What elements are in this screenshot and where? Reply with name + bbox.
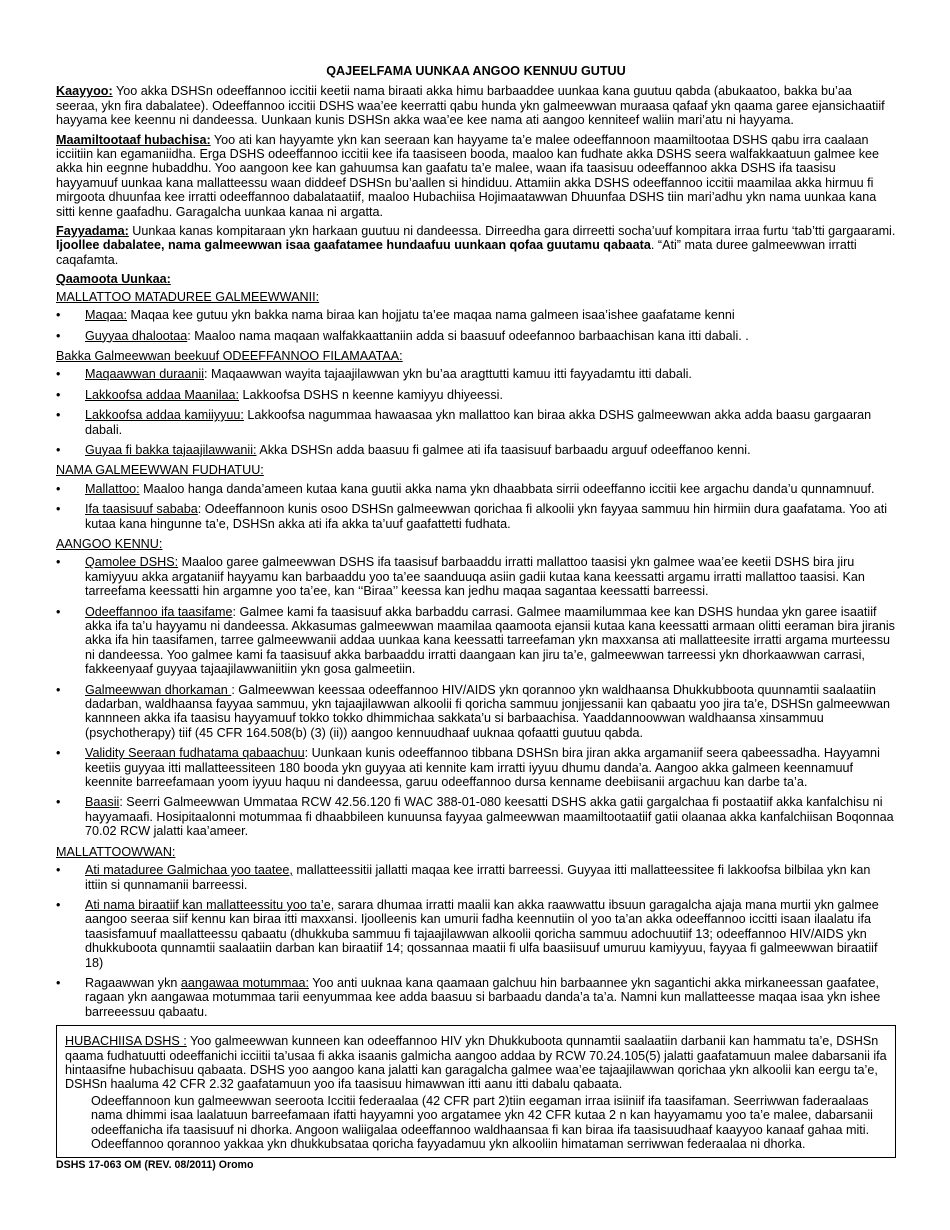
section-list [56,482,896,531]
list-item [56,976,896,1019]
list-item [56,388,896,402]
kaayyoo-text: Yoo akka DSHSn odeeffannoo iccitii keetii nama biraati akka himu barbaaddee uunkaa kana guutuu qabda (abukaatoo, bakka bu’aa seeraa, ykn fira dabalatee). Odeeffannoo iccitii DSHS waa’ee keerratti qabu hunda ykn galmeewwan muraasa qafaaf ykn qaama garee ejansichaatiif hayyama kee keennu ni dandeessa. Uunkaan kunis DSHSn akka waa’ee kee nama ati aangoo kenniteef waliin mari’atu ni hayyama. [56,84,885,128]
form-footer: DSHS 17-063 OM (REV. 08/2011) Oromo [56,1159,254,1171]
item-label: Validity Seeraan fudhatama qabaachuu [85,746,305,761]
item-text: : Maqaawwan wayita tajaajilawwan ykn bu’aa aragttutti kamuu itti fayyadamtu itti dabali. [204,367,692,382]
item-text: : Uunkaan kunis odeeffannoo tibbana DSHSn bira jiran akka argamaniif seera qabeessadha. Hayyamni keetiis guyyaa itti mallatteessiteen 180 booda ykn guyyaa ati kennite kam irratti iyyuu dhumu danda’a. Aangoo akka galmeen keennamuuf keennite barreefamaan yoom iyyuu haquu ni dandeessa, garuu odeeffannoo dursa kenname deebiisanii argachuu kan darbe ta’a. [85,746,880,790]
item-label: Maqaawwan duraanii [85,367,205,382]
page-title: QAJEELFAMA UUNKAA ANGOO KENNUU GUTUU [326,64,626,78]
notice-label: HUBACHIISA DSHS : [65,1034,187,1049]
fayyadama-text: Uunkaa kanas kompitaraan ykn harkaan guutuu ni dandeessa. Dirreedha gara dirreetti socha’uuf kompitara irraa furtu ‘tab’tti gargaarami. [128,224,896,239]
section-heading: MALLATTOOWWAN: [56,844,176,859]
item-text: : Maaloo nama maqaan walfakkaattaniin adda si baasuuf odeefannoo barbaachisan kana itti dabali. . [187,328,749,343]
item-label: Maqaa: [85,308,128,323]
list-item [56,443,896,457]
item-label: Lakkoofsa addaa Maanilaa: [85,387,240,402]
notice-paragraph-indented: Odeeffannoon kun galmeewwan seeroota Iccitii federaalaa (42 CFR part 2)tiin eegaman irraa isiiniif ifa taasifaman. Seerriwwan faderaalaas nama dhimmi isaa laalatuun barreefamaan ifatti hayyamni yoo argatamee ykn 42 CFR kutaa 2 n kan hayyamamu yoo ta’e malee, dabarsanii odeeffanicha ifa taasisuuf ni dhorka. Angoon waliigalaa odeeffannoo waldhaansaa fi kan biraa ifa taasisuudhaaf kaayyoo kanaaf gahaa miti. Odeeffannoo qorannoo yakkaa ykn dhukkubsataa qoricha fayyadamuu ykn alkooliin himataman serriwwan federaalaa ni dhorka. [91,1093,873,1151]
list-item [56,795,896,838]
list-item [56,605,896,677]
item-label: Lakkoofsa addaa kamiiyyuu: [85,408,244,423]
document-body [56,64,896,1158]
kaayyoo-label: Kaayyoo: [56,84,113,99]
kaayyoo-paragraph [56,84,896,127]
item-text: : Seerri Galmeewwan Ummataa RCW 42.56.120 fi WAC 388-01-080 keesatti DSHS akka gatii gargalchaa fi postaatiif akka kanfalchisu ni hayyamaafi. Hosipitaalonni motummaa fi dhaabbileen kunuunsa fayyaa galmeewwan maamiltootaatiif gatii olaanaa akka kanfalchiisan Boqonnaa 70.02 RCW jalatti kaa’ameer. [85,795,894,839]
qaamoota-heading: Qaamoota Uunkaa: [56,272,171,287]
item-text: Maqaa kee gutuu ykn bakka nama biraa kan hojjatu ta’ee maqaa nama galmeen isaa’ishee gaafatame kenni [127,308,735,323]
item-text: Lakkoofsa DSHS n keenne kamiyyu dhiyeessi. [239,387,503,402]
item-label: Mallattoo: [85,481,140,496]
item-label: Odeeffannoo ifa taasifame [85,604,233,619]
item-prefix: Ragaawwan ykn [85,975,181,990]
item-text: Lakkoofsa nagummaa hawaasaa ykn mallattoo kan biraa akka DSHS galmeewwan akka adda baasu gargaaran dabali. [85,408,872,437]
maamiltootaaf-text: Yoo ati kan hayyamte ykn kan seeraan kan hayyame ta’e malee odeeffannoon maamiltootaa DSHS qabu irra caalaan icciitiin kan egamaniidha. Erga DSHS odeeffannoo iccitii kee ifa taasiseen booda, maaloo kan fudhate akka DSHS seera walfakkaatuun galmee kee akka hin eegnne hubaddhu. Yoo aangoon kee kan gahuumsa kan gaafatu ta’e malee, waan ifa taasisuu odeeffannoo akka DSHS ifa taasisu hayyamuuf uunkaa kana mallatteessu waan diddeef DSHSn bu’aallen si hindiduu. Attamiin akka DSHS odeeffannoo iccitii maamilaa akka hirmuu fi mirgoota dhuunfaa kee irratti odeeffannoo dabalataatiif, maaloo Hubachiisa Hojimaatawwan Dhuunfaa DSHS tiin mari’adhu ykn nama uunkaa kana sitti kenne gaafadhu. Garagalcha uunkaa kanaa ni argatta. [56,132,880,219]
item-label: aangawaa motummaa: [180,975,310,990]
fayyadama-label: Fayyadama: [56,224,129,239]
item-text: Maaloo garee galmeewwan DSHS ifa taasisuf barbaaddu irratti mallattoo taasisi ykn galmee waa’ee keetii DSHS bira jiru kamiyyuu akka argataniif hayyamu kan barbaaddu yoo ta’ee saanduuqa asiin gadii kutaa kana keessatti argamu irratti mallattoo taasisi. Kan tarreefama keessatti hin argamne yoo ta’ee, kan ‘‘Biraa’’ keessa kan jedhu maqaa sagantaa keessatti barreessi. [85,555,865,599]
list-item [56,898,896,970]
dshs-notice-box [56,1025,896,1158]
item-label: Baasii [85,795,120,810]
item-label: Ati mataduree Galmichaa yoo taatee, [85,863,293,878]
list-item [56,408,896,437]
fayyadama-text-end: . “Ati” mata duree galmeewwan irratti caqafamta. [56,238,857,267]
section-list [56,308,896,343]
list-item [56,863,896,892]
maamiltootaaf-paragraph [56,133,896,219]
item-text: Maaloo hanga danda’ameen kutaa kana guutii akka nama ykn dhaabbata sirrii odeeffanno iccitii kee argachu danda’u qunnamnuuf. [139,481,875,496]
list-item [56,555,896,598]
fayyadama-paragraph [56,224,896,267]
item-label: Ifa taasisuuf sababa [85,502,198,517]
list-item [56,482,896,496]
fayyadama-bold-text: Ijoollee dabalatee, nama galmeewwan isaa gaafatamee hundaafuu uunkaan qofaa guutamu qabaata [56,238,651,253]
item-label: Qamolee DSHS: [85,555,179,570]
list-item [56,367,896,381]
section-heading: Bakka Galmeewwan beekuuf ODEEFFANNOO FILAMAATAA: [56,348,403,363]
section-list [56,555,896,838]
maamiltootaaf-label: Maamiltootaaf hubachisa: [56,132,211,147]
section-list [56,367,896,457]
item-text: : Galmeewwan keessaa odeeffannoo HIV/AIDS ykn qorannoo ykn waldhaansa Dhukkubboota quunnamtii saalaatiin dadarban, waldhaansa fayyaa sammuu, ykn tajaajilawwan alkoolii fi qoricha sammuu jonjjessanii kan qabaatu yoo jira ta’e, DSHSn galmeewwan kannneen akka ifa taasisu hayyamuuf tokko tokko dhimmichaa sakkata’u si barbaachisa. Yaaddannoowwan waldhaansa xinsammuu (psychotherapy) tiif (45 CFR 164.508(b) (3) (ii)) aangoo kennuudhaaf uuknaa qofaatti guutuu qabda. [85,682,891,740]
section-list [56,863,896,1019]
section-heading: NAMA GALMEEWWAN FUDHATUU: [56,463,264,478]
item-text: : Odeeffannoon kunis osoo DSHSn galmeewwan qorichaa fi alkoolii ykn fayyaa sammuu hin hirmiin dura gaafatama. Yoo ati kutaa kana hingunne ta’e, DSHSn akka ati ifa akka ta’uuf gaafattetti fudhata. [85,502,888,531]
notice-text: Yoo galmeewwan kunneen kan odeeffannoo HIV ykn Dhukkuboota qunnamtii saalaatiin darbanii kan hammatu ta’e, DSHSn qaama fudhatuutti odeeffanichi icciitii ta’usaa fi akka isaanis galmicha aangoo addaa by RCW 70.24.105(5) jalatti gaafatamuun malee dabarsanii ifa hintaasifne hubachisuu qabaata. DSHS yoo aangoo kana jalatti kan garagalcha galmee waa’ee tajaajilawwan qorichaa ykn alkoolii kan eergu ta’e, DSHSn haaluma 42 CFR 2.32 gaafatamuun yoo ifa taasisuu himawwan itti aanu itti dabalu qabaata. [65,1034,887,1092]
list-item [56,746,896,789]
item-text: : Galmee kami fa taasisuuf akka barbaddu carrasi. Galmee maamilummaa kee kan DSHS hundaa ykn garee isaatiif akka ifa ta’u hayyamu ni dandeessa. Akkasumas galmeewwan maamilaa qaamoota ejansii kutaa kana keessatti armaan olitti eeraman bira jiranis akka ifa hin taasifamen, tarree galmeewwanii addaa uunkaa kana keessatti tarreefaman ykn maxxansa ati mallatteesite irratti argama murteessu ni dandeessa. Yoo galmee kami fa taasisuuf akka barbaaddu irratti daangaan kan jiru ta’e, galmeewwan tarreessi ykn dhorkaawwan carrasi, fakkeenyaaf guyyaa tajaajilawwaniitiin ykn gosa galmeetiin. [85,604,895,677]
section-heading: MALLATTOO MATADUREE GALMEEWWANII: [56,289,320,304]
item-text: Yoo anti uuknaa kana qaamaan galchuu hin barbaannee ykn sagantichi akka mirkaneessan gaafatee, ragaan ykn aangawaa motummaa tarii eenyummaa kee adda baasuu si barbaadu danda’a ta’a. Namni kun mallatteesse maqaa isaa ykn ishee barreeessuu qabaatu. [85,975,881,1019]
notice-paragraph [65,1034,887,1092]
item-text: Akka DSHSn adda baasuu fi galmee ati ifa taasisuuf barbaadu arguuf odeeffanoo kenni. [256,442,751,457]
item-text: mallatteessitii jallatti maqaa kee irratti barreessi. Guyyaa itti mallatteessitee fi lakkoofsa bilbilaa ykn kan ittiin si qunnamanii barreessi. [85,863,871,892]
list-item [56,329,896,343]
item-text: sarara dhumaa irratti maalii kan akka raawwattu ibsuun garagalcha ajaja mana murtii ykn galmee aangoo seeraa siif kennu kan biraa itti maxxansi. Ijoolleenis kan umurii fadha keennutiin ol yoo ta’an akka odeeffannoo iccitti isaan ilaalatu ifa taasisfamuuf maallatteessu qabaatu (dhukkuba sammuu fi tajaajilawwan alkoolii qoricha sammuu adochuutiif 13; odeeffannoo HIV/AIDS ykn dhukkuboota qunnamtii saalaatiin darban kan biraatiif 14; qossannaa maatii fi ulfa baasiisuuf umuruu kamiyyuu, fayyaa fi galmeewwan biraatiif 18) [85,897,879,970]
item-label: Ati nama biraatiif kan mallatteessitu yoo ta’e, [85,897,335,912]
section-heading: AANGOO KENNU: [56,536,163,551]
item-label: Guyaa fi bakka tajaajilawwanii: [85,442,257,457]
list-item [56,502,896,531]
item-label: Guyyaa dhalootaa [85,328,188,343]
item-label: Galmeewwan dhorkaman [85,682,232,697]
list-item [56,308,896,322]
list-item [56,683,896,741]
